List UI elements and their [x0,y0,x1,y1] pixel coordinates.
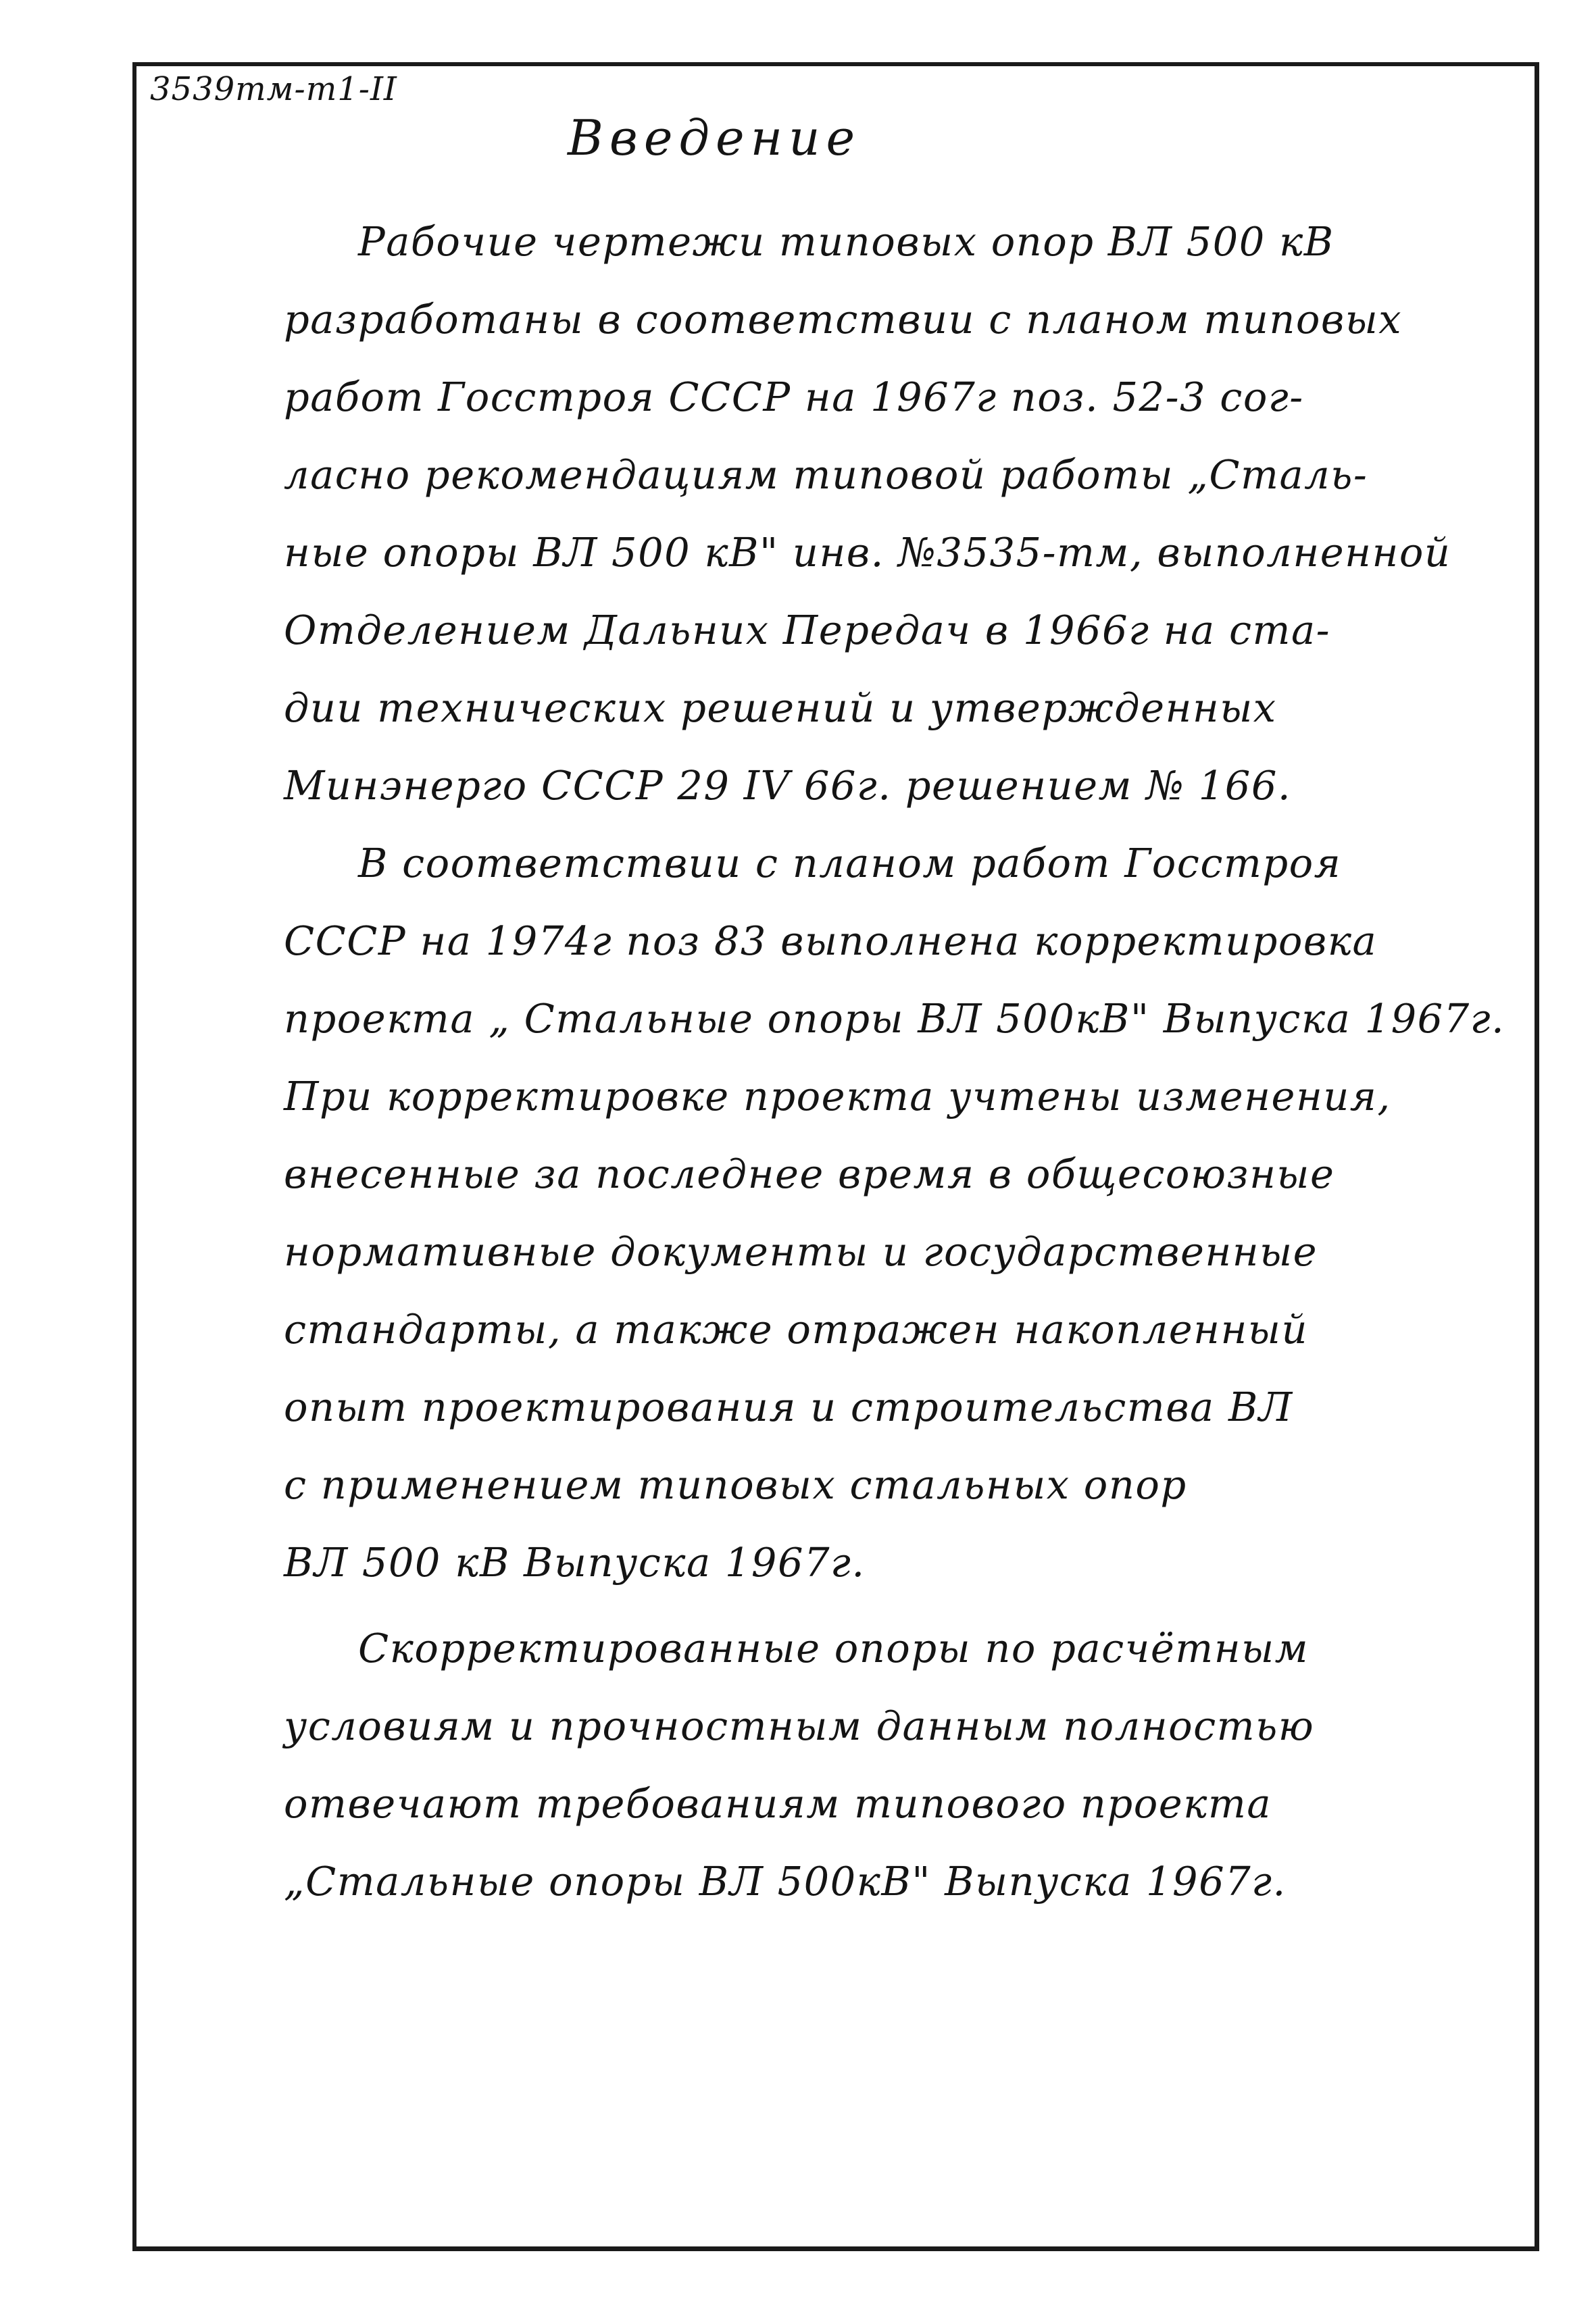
paragraph-2 [284,824,1527,1601]
document-body [284,203,1527,1920]
text-line: стандарты, а также отражен накопленный [284,1306,1308,1353]
text-line: отвечают требованиям типового проекта [284,1780,1272,1827]
page-title: Введение [568,109,862,166]
paragraph-3 [284,1609,1527,1920]
text-line: В соответствии с планом работ Госстроя [358,840,1342,886]
text-line: ные опоры ВЛ 500 кВ" инв. №3535-тм, выполненной [284,529,1451,576]
text-line: проекта „ Стальные опоры ВЛ 500кВ" Выпуска 1967г. [284,995,1505,1042]
text-line: Скорректированные опоры по расчётным [358,1625,1310,1671]
text-line: ласно рекомендациям типовой работы „Сталь- [284,451,1368,498]
text-line: условиям и прочностным данным полностью [284,1703,1315,1749]
paragraph-1 [284,203,1527,824]
text-line: Отделением Дальних Передач в 1966г на ста- [284,607,1331,653]
text-line: СССР на 1974г поз 83 выполнена корректировка [284,917,1378,964]
text-line: „Стальные опоры ВЛ 500кВ" Выпуска 1967г. [284,1858,1287,1905]
text-line: разработаны в соответствии с планом типовых [284,296,1403,343]
document-code: 3539тм-т1-II [150,70,397,108]
text-line: Минэнерго СССР 29 IV 66г. решением № 166. [284,762,1292,809]
text-line: При корректировке проекта учтены изменения, [284,1073,1391,1120]
text-line: с применением типовых стальных опор [284,1461,1187,1508]
text-line: внесенные за последнее время в общесоюзные [284,1151,1335,1197]
text-line: нормативные документы и государственные [284,1228,1318,1275]
text-line: опыт проектирования и строительства ВЛ [284,1384,1293,1430]
text-line: Рабочие чертежи типовых опор ВЛ 500 кВ [358,218,1335,265]
text-line: дии технических решений и утвержденных [284,684,1277,731]
text-line: работ Госстроя СССР на 1967г поз. 52-3 сог- [284,374,1304,420]
text-line: ВЛ 500 кВ Выпуска 1967г. [284,1539,866,1586]
